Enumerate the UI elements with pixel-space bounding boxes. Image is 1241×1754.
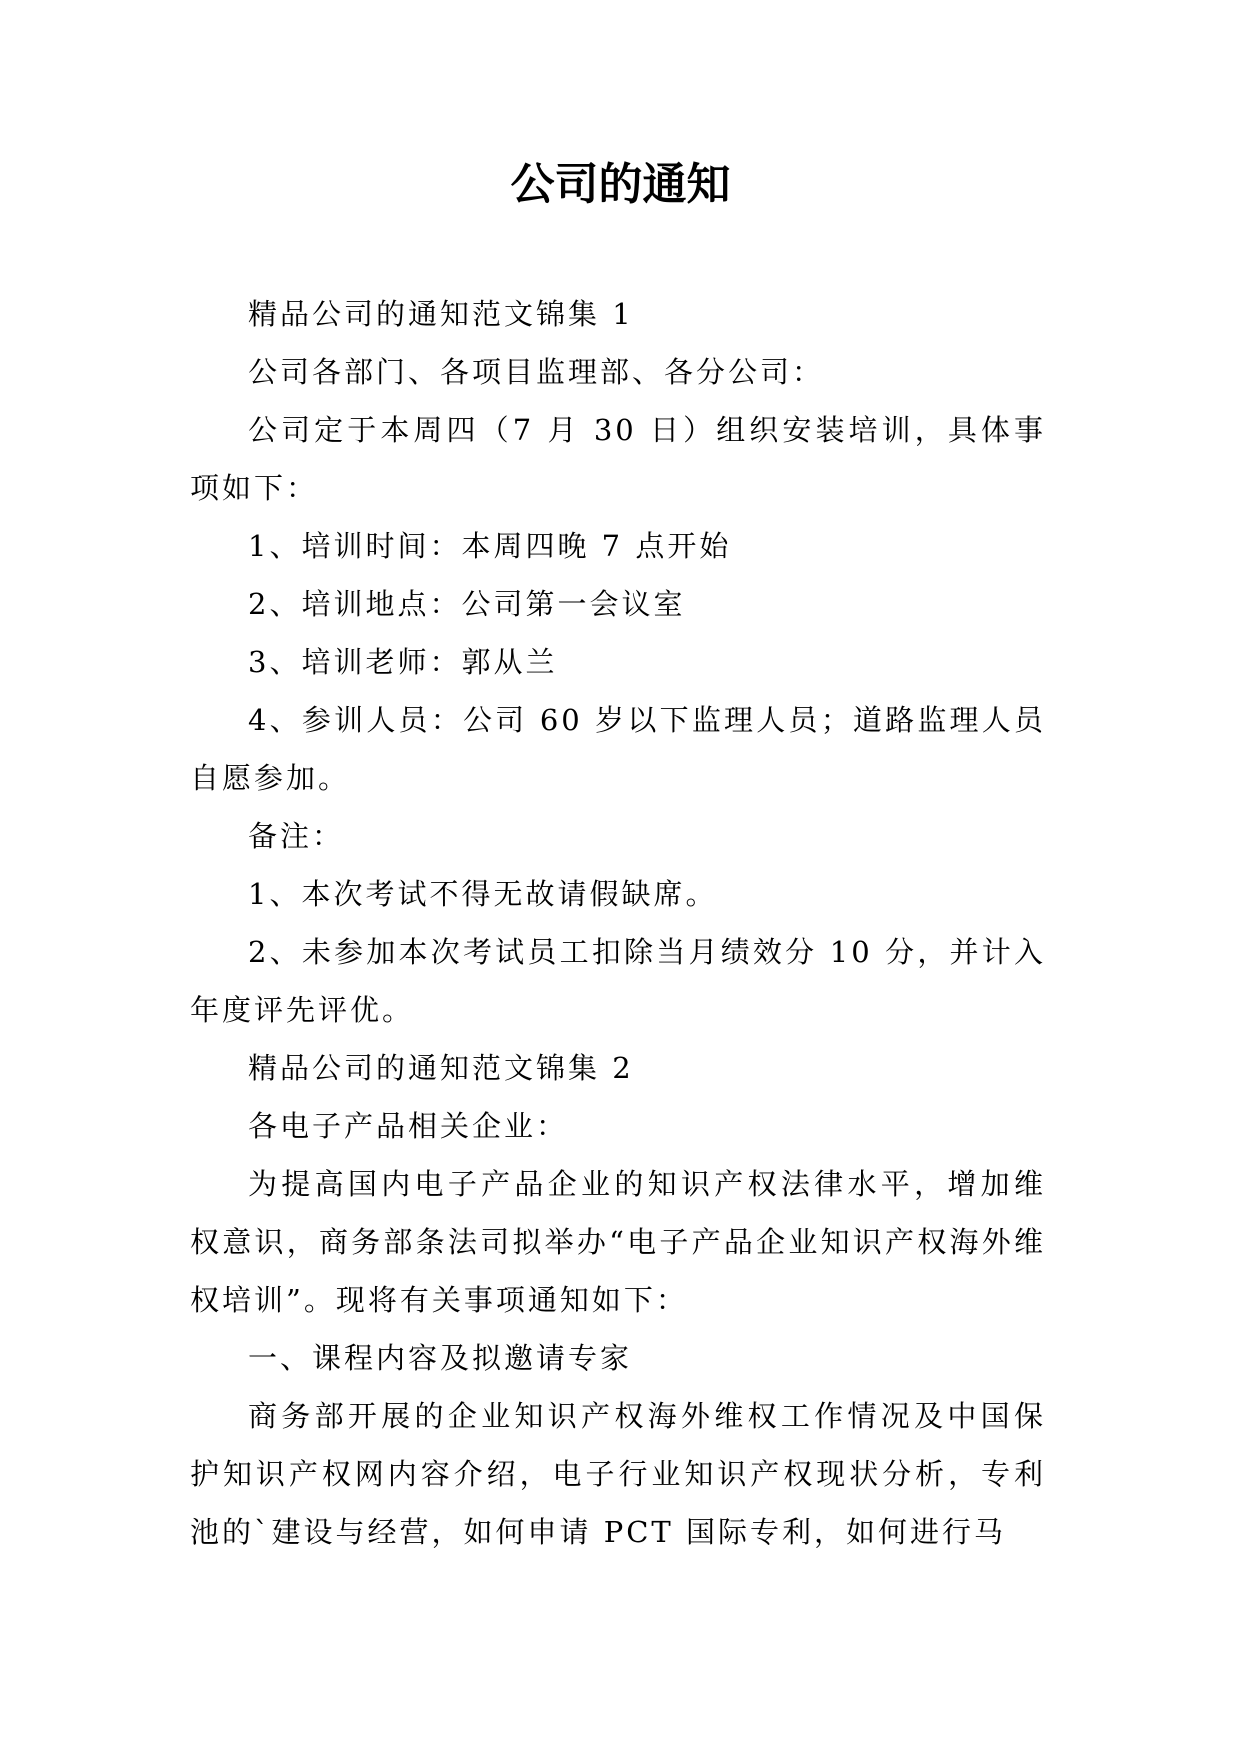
- paragraph: 3、培训老师：郭从兰: [248, 645, 558, 679]
- paragraph: 为提高国内电子产品企业的知识产权法律水平，增加维权意识，商务部条法司拟举办“电子产品企业知识产权海外维权培训”。现将有关事项通知如下：: [190, 1167, 1046, 1317]
- paragraph: 4、参训人员：公司 60 岁以下监理人员；道路监理人员自愿参加。: [190, 703, 1046, 795]
- paragraph: 公司各部门、各项目监理部、各分公司：: [248, 355, 825, 389]
- paragraph: 2、未参加本次考试员工扣除当月绩效分 10 分，并计入年度评先评优。: [190, 935, 1046, 1027]
- paragraph: 1、本次考试不得无故请假缺席。: [248, 877, 718, 911]
- paragraph: 各电子产品相关企业：: [248, 1109, 569, 1143]
- paragraph: 1、培训时间：本周四晚 7 点开始: [248, 529, 732, 563]
- paragraph: 2、培训地点：公司第一会议室: [248, 587, 686, 621]
- paragraph: 精品公司的通知范文锦集 1: [248, 297, 634, 331]
- paragraph: 备注：: [248, 819, 345, 853]
- document-title: 公司的通知: [510, 159, 731, 210]
- paragraph: 公司定于本周四（7 月 30 日）组织安装培训，具体事项如下：: [190, 413, 1046, 505]
- paragraph: 一、课程内容及拟邀请专家: [248, 1341, 633, 1375]
- paragraph: 精品公司的通知范文锦集 2: [248, 1051, 634, 1085]
- paragraph: 商务部开展的企业知识产权海外维权工作情况及中国保护知识产权网内容介绍，电子行业知识产权现状分析，专利池的`建设与经营，如何申请 PCT 国际专利，如何进行马: [190, 1399, 1046, 1549]
- document-body: [190, 285, 1046, 1561]
